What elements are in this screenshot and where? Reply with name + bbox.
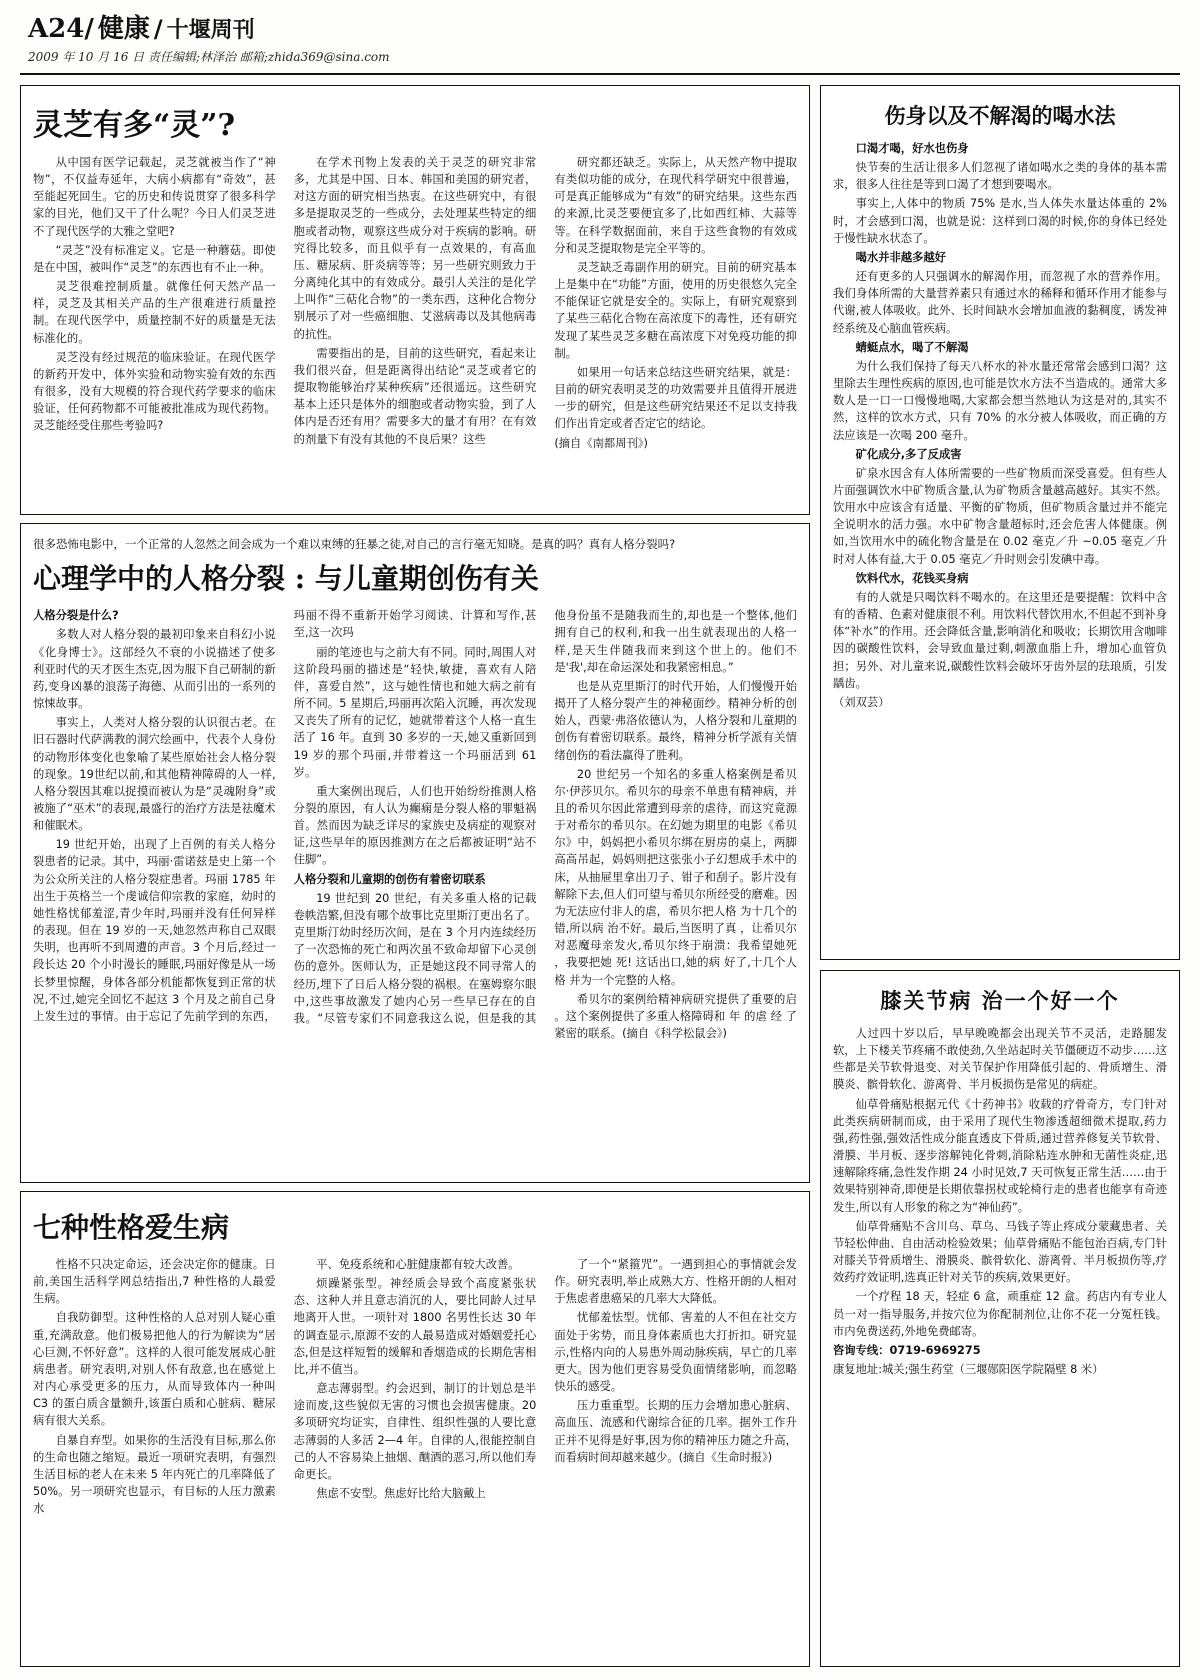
section-title: 喝水并非越多越好: [855, 250, 946, 264]
page-body: [0, 75, 1200, 1667]
paragraph: 压力重重型。长期的压力会增加患心脏病、高血压、流感和代谢综合征的几率。据外工作升正并不见得是好事,因为你的精神压力随之升高，而看病时间却越来越少。(摘自《生命时报》): [554, 1399, 797, 1464]
paragraph: 在学术刊物上发表的关于灵芝的研究非常多，尤其是中国、日本、韩国和美国的研究者，对这方面的研究相当热衷。在这些研究中，有很多是提取灵芝的一些成分，去处理某些特定的细胞或者动物，观察这些成分对于疾病的影响。研究得比较多，而且似乎有一点效果的，有高血压、糖尿病、肝炎病等等；另一些研究则致力于分离纯化其中的有效成分。最引人关注的是化学上叫作“三萜化合物”的一类东西，这种化合物分别展示了对一些癌细胞、艾滋病毒以及其他病毒的抗性。: [293, 156, 537, 341]
paragraph: 灵芝很难控制质量。就像任何天然产品一样，灵芝及其相关产品的生产很难进行质量控制。在现代医学中，质量控制不好的质量是无法标准化的。: [33, 280, 276, 345]
masthead-title-line: [28, 8, 1172, 45]
paragraph: 如果用一句话来总结这些研究结果，就是：目前的研究表明灵芝的功效需要并且值得开展进一步的研究，但是这些研究结果还不足以支持我们作出肯定或者否定它的结论。: [554, 365, 797, 431]
paragraph: 丽的笔迹也与之前大有不同。同时,周围人对这阶段玛丽的描述是“轻快,敏捷，喜欢有人陪伴，喜爱自然”，这与她性情也和她大病之前有所不同。5 星期后,玛丽再次陷入沉睡，再次发现又丧失了所有的记忆，她就带着这个人格一直生活了 16 年。直到 30 多岁的一天,她又重新回到 19 岁的那个玛丽,并带着这一个玛丽活到 61 岁。: [293, 645, 537, 779]
ad-address: 康复地址:城关;强生药堂（三堰郧阳医学院隔壁 8 米）: [833, 1362, 1104, 1376]
section-name: 健康: [97, 14, 150, 44]
ad-hotline[interactable]: 咨询专线：0719-6969275: [833, 1343, 981, 1357]
article-seven-headline: 七种性格爱生病: [33, 1211, 230, 1244]
article-personality-split: [20, 523, 810, 1183]
paragraph: 有的人就是只喝饮料不喝水的。在这里还是要提醒：饮料中含有的香精、色素对健康很不利。用饮料代替饮用水,不但起不到补身体“补水”的作用。还会降低含量,影响消化和吸收；长期饮用含咖啡因的碳酸性饮料，会导致血量过剩,刺激血脂上升，增加心血管负担；另外、对儿童来说,碳酸性饮料会破坏牙齿外层的珐琅质，引发龋齿。: [833, 590, 1167, 690]
article-seven-personalities: [20, 1191, 810, 1667]
paragraph: 自我防御型。这种性格的人总对别人疑心重重,充满敌意。他们极易把他人的行为解读为“居心巨测,不怀好意”。这样的人很可能发展成心脏病患者。研究表明,对别人怀有敌意,也在感觉上对内心承受更多的压力，从而导致体内一种叫 C3 的蛋白质含量额升,该蛋白质和心脏病、糖尿病有很大关系。: [33, 1311, 276, 1428]
article-lingzhi-headline: 灵芝有多“灵”?: [33, 108, 236, 143]
article-author: （刘双芸）: [833, 695, 890, 709]
paragraph: 为什么我们保持了每天八杯水的补水量还常常会感到口渴？这里除去生理性疾病的原因,也可能是饮水方法不当造成的。通常大多数人是一口一口慢慢地喝,大家都会想当然地认为这是对的,其实不然，这样的饮水方式，只有 70% 的水分被人体吸收，而正确的方法应该是一次喝 200 毫升。: [833, 359, 1167, 442]
paragraph: 也是从克里斯汀的时代开始，人们慢慢开始揭开了人格分裂产生的神秘面纱。精神分析的创始人，西蒙·弗洛依德认为，人格分裂和儿童期的创伤有着密切联系。最终，精神分析学派有关情绪创伤的看法赢得了胜利。: [554, 679, 797, 762]
paragraph: 平、免疫系统和心脏健康都有较大改善。: [316, 1258, 520, 1271]
paragraph: 意志薄弱型。约会迟到，制订的计划总是半途而废,这些貌似无害的习惯也会损害健康。20 多项研究均证实，自律性、组织性强的人要比意志薄弱的人多活 2—4 年。自律的人,很能控制自己的人不容易染上抽烟、酗酒的恶习,所以他们寿命更长。: [293, 1382, 537, 1481]
sidebar-water-headline: 伤身以及不解渴的喝水法: [884, 103, 1116, 128]
masthead-subline: 2009 年 10 月 16 日 责任编辑;林泽治 邮箱;zhida369@sina.com: [28, 50, 390, 64]
paragraph: 事实上，人类对人格分裂的认识很古老。在旧石器时代萨满教的洞穴绘画中，代表个人身份的动物形体变化也象喻了某些原始社会人格分裂的现象。19世纪以前,和其他精神障碍的人一样,人格分裂因其难以捉摸而被认为是“灵魂附身”或被施了“巫术”的表现,最盛行的治疗方法是祛魔术和催眠术。: [33, 716, 276, 833]
paragraph: 多数人对人格分裂的最初印象来自科幻小说《化身博士》。这部经久不衰的小说描述了使多利亚时代的天才医生杰克,因为服下自己研制的新药,变身凶暴的浪荡子海德、从而引出的一系列的惊悚故事。: [33, 628, 276, 711]
paragraph: 从中国有医学记载起，灵芝就被当作了“神物”，不仅益寿延年，大病小病都有“奇效”，甚至能起死回生。它的历史和传说贯穿了很多科学家的目光，他们又干了什么呢？今日人们灵芝进不了现代医学的大雅之堂吧?: [33, 156, 276, 238]
paragraph: 矿泉水因含有人体所需要的一些矿物质而深受喜爱。但有些人片面强调饮水中矿物质含量,认为矿物质含量越高越好。其实不然。饮用水中应该含有适量、平衡的矿物质，但矿物质含量过并不能完全说明水的活力强。水中矿物含量超标时,还会危害人体健康。例如,当饮用水中的硫化物含量是在 0.02 毫克／升 ~0.05 毫克／升时对人体有益,大于 0.05 毫克／升时则会引发碘中毒。: [833, 466, 1167, 566]
section-title: 矿化成分,多了反成害: [855, 447, 962, 461]
paragraph: 还有更多的人只强调水的解渴作用，而忽视了水的营养作用。我们身体所需的大量营养素只有通过水的稀释和循环作用才能参与代谢,被人体吸收。此外、长时间缺水会增加血液的黏稠度，诱发神经系统及心脑血管疾病。: [833, 270, 1167, 335]
left-column: [20, 85, 810, 1667]
paragraph: 事实上,人体中的物质 75% 是水,当人体失水量达体重的 2% 时，才会感到口渴，也就是说：这样到口渴的时候,你的身体已经处于慢性缺水状态了。: [833, 197, 1167, 245]
paragraph: 19 世纪到 20 世纪，有关多重人格的记载卷帙浩繁,但没有哪个故事比克里斯汀更出名了。克里斯汀幼时经历次间，是在 3 个月内连续经历了一次恐怖的死亡和两次虽不致命却留下心灵创伤的意外。医师认为，正是她这段不同寻常人的经历,埋下了日后人格分裂的祸根。在塞姆察尔眼中,这些事故激发了她内心另一些早已存在的自我。“尽管专家们不同意我这么说，但是我的其他身份虽不是随我而生的,却也是一个整体,他们拥有自己的权利,和我一出生就表现出的人格一样,是天生伴随我而来到这个世上的。他们不是'我',却在命运深处和我紧密相息。”: [293, 609, 797, 1025]
paragraph: 性格不只决定命运，还会决定你的健康。日前,美国生活科学网总结指出,7 种性格的人最爱生病。: [33, 1258, 276, 1306]
paper-name: 十堰周刊: [166, 17, 255, 43]
article-deck: 很多恐怖电影中，一个正常的人忽然之间会成为一个难以束缚的狂暴之徒,对自己的言行毫无知晓。是真的吗？真有人格分裂吗?: [33, 537, 676, 551]
paragraph: 灵芝缺乏毒副作用的研究。目前的研究基本上是集中在“功能”方面，使用的历史很悠久完全不能保证它就是安全的。实际上，有研究观察到了某些三萜化合物在高浓度下的毒性，还有研究发现了某些灵芝多糖在高浓度下对免疫功能的抑制。: [554, 260, 797, 360]
paragraph: 仙草骨痛贴根据元代《十药神书》收载的疗骨奇方，专门针对此类疾病研制而成，由于采用了现代生物渗透超细微术提取,药力强,药性强,强效活性成分能直透皮下骨质,通过营养修复关节软骨、滑膜、半月板、逐步溶解钝化骨刺,消除粘连水肿和无菌性炎症,迅速解除疼痛,急性发作期 24 小时见效,7 天可恢复正常生活……由于效果特别神奇,即便是长期依靠拐杖或轮椅行走的患者也能享有奇迹发生,所以有人形象的称之为“神仙药”。: [833, 1097, 1167, 1214]
sidebar-drinking-water: [820, 85, 1180, 960]
paragraph: 烦躁紧张型。神经质会导致个高度紧张状态、这种人并且意志消沉的人，要比同龄人过早地离开人世。一项针对 1800 名男性长达 30 年的调查显示,原源不安的人最易造成对婚姻爱托心态,但是这样短暂的缓解和香烟造成的长期危害相比,并不值当。: [293, 1277, 537, 1376]
paragraph: 20 世纪另一个知名的多重人格案例是希贝尔·伊莎贝尔。希贝尔的母亲不单患有精神病，并且的希贝尔因此常遭到母亲的虐待，而这究竟源于对希尔的希贝尔。在幻她为期里的电影《希贝尔》中，妈妈把小希贝尔绑在厨房的桌上，两脚高高吊起，妈妈则把这张张小子幻想成手术中的床，从抽屉里拿出刀子、钳子和刮子。影片没有解除下去,但人们可望与希贝尔所经受的磨难。因为无法应付非人的虐，希贝尔把人格 为十几个的错,所以病 治不好。最后,当医明了真 ，让希贝尔对恶魔母亲发火,希贝尔终于崩溃：我希望她死 ，我要把她 死! 这话出口,她的病 好了,十几个人格 并为一个完整的人格。: [554, 767, 797, 987]
paragraph: 一个疗程 18 天，轻症 6 盒，顽重症 12 盒。药店内有专业人员一对一指导服务,并按穴位为你配制剂位,让你不花一分冤枉钱。市内免费送药,外地免费邮寄。: [833, 1290, 1167, 1338]
paragraph: 快节奏的生活让很多人们忽视了诸如喝水之类的身体的基本需求，很多人往往是等到口渴了才想到要喝水。: [833, 161, 1167, 192]
paragraph: 忧郁羞怯型。忧郁、害羞的人不但在社交方面处于劣势，而且身体素质也大打折扣。研究显示,性格内向的人易患外周动脉疾病，早亡的几率更大。因为他们更容易受负面情绪影响，而忽略快乐的感受。: [554, 1311, 797, 1394]
ad-knee-headline: 膝关节病 治一个好一个: [880, 988, 1120, 1013]
paragraph: 了一个“紧箍咒”。一遇到担心的事情就会发作。研究表明,举止成熟大方、性格开朗的人相对于焦虑者患癌呆的几率大大降低。: [554, 1258, 797, 1306]
paragraph: 研究都还缺乏。实际上，从天然产物中提取有类似功能的成分，在现代科学研究中很普遍，可是真正能够成为“有效”的研究结果。这些东西的来源,比灵芝要便宜多了,比如西红柿、大蒜等等。在科学数据面前，来自于这些食物的有效成分和灵芝提取物是完全平等的。: [554, 156, 797, 255]
section-title: 口渴才喝，好水也伤身: [855, 142, 969, 155]
article-seven-body: [33, 1256, 797, 1517]
article-source: (摘自《南都周刊》): [554, 436, 648, 450]
article-subhead: 人格分裂是什么?: [33, 609, 119, 623]
paragraph: “灵芝”没有标准定义。它是一种蘑菇。即使是在中国，被叫作“灵芝”的东西也有不止一种。: [33, 243, 276, 274]
paragraph: 重大案例出现后，人们也开始纷纷推测人格分裂的原因，有人认为癫痫是分裂人格的罪魁祸首。然而因为缺乏详尽的家族史及病症的观察对证,这些早年的原因推测方在之后都被证明“站不住脚”。: [293, 784, 537, 867]
paragraph: 希贝尔的案例给精神病研究提供了重要的启 。这个案例提供了多重人格障碍和 年 的虐 经 了紧密的联系。(摘自《科学松鼠会》): [554, 992, 797, 1040]
article-subhead: 人格分裂和儿童期的创伤有着密切联系: [293, 872, 486, 886]
paragraph: 需要指出的是，目前的这些研究，看起来让我们很兴奋，但是距离得出结论“灵芝或者它的提取物能够治疗某种疾病”还很遥远。这些研究基本上还只是体外的细胞或者动物实验，到了人体内是否还有用？需要多大的量才有用？在有效的剂量下有没有其他的不良后果？这些: [293, 346, 537, 446]
ad-knee-body: [833, 1025, 1167, 1378]
paragraph: 人过四十岁以后，早早晚晚都会出现关节不灵活，走路腿发软，上下楼关节疼痛不敢使劲,久坐站起时关节僵硬迈不动步……这些都是关节软骨退变、对关节保护作用降低引起的、骨质增生、滑膜炎、髌骨软化、游离骨、半月板损伤是常见的病症。: [833, 1027, 1167, 1092]
right-column: [820, 85, 1180, 1667]
article-lingzhi-body: [33, 154, 797, 452]
masthead: [0, 0, 1200, 67]
page-number: A24/: [28, 14, 94, 44]
ad-knee-joint: [820, 970, 1180, 1667]
sidebar-water-body: [833, 140, 1167, 711]
paragraph: 19 世纪开始，出现了上百例的有关人格分裂患者的记录。其中，玛丽·雷诺兹是史上第一个为公众所关注的人格分裂症患者。玛丽 1785 年出生于英格兰一个虔诚信仰宗教的家庭，幼时的她性格忧郁羞涩,青少年时,玛丽并没有任何异样的表现。但在 19 岁的一天,她忽然声称自己双眼失明，也再听不到周遭的声音。3 个月后,经过一段长达 20 个小时漫长的睡眠,玛丽好像是从一场长梦里惊醒，身体各部分机能都恢复到正常的状况,不过,她完全回忆不起这 3 个月及之前自己身上发生过的事情。由于忘记了先前学到的东西，玛丽不得不重新开始学习阅读、计算和写作,甚至,这一次玛: [33, 609, 537, 1023]
article-personality-headline: 心理学中的人格分裂 : 与儿童期创伤有关: [33, 562, 539, 596]
section-title: 饮料代水，花钱买身病: [855, 571, 969, 585]
paragraph: 自暴自弃型。如果你的生活没有目标,那么你的生命也随之缩短。最近一项研究表明，有强烈生活目标的老人在未来 5 年内死亡的几率降低了 50%。另一项研究也显示，有目标的人压力激素水: [33, 1433, 276, 1516]
paragraph: 焦虑不安型。焦虑好比给大脑戴上: [316, 1487, 486, 1501]
paragraph: 仙草骨痛贴不含川乌、草乌、马钱子等止疼成分蒙藏患者、关节轻松伸曲、自由活动检验效果；仙草骨痛贴不能包治百病,专门针对膝关节骨质增生、滑膜炎、髌骨软化、游离骨、半月板损伤等,疗效药疗效证明,选真正针对关节的疾病,效果更好。: [833, 1219, 1167, 1285]
article-lingzhi: [20, 85, 810, 515]
masthead-slash: /: [153, 15, 163, 43]
section-title: 蜻蜓点水，喝了不解渴: [855, 340, 969, 354]
paragraph: 灵芝没有经过规范的临床验证。在现代医学的新药开发中，体外实验和动物实验有效的东西有很多，没有大规模的符合现代药学要求的临床验证，任何药物都不可能被批准成为现代药物。灵芝能经受住那些考验吗?: [33, 350, 276, 433]
article-personality-body: [33, 607, 797, 1042]
